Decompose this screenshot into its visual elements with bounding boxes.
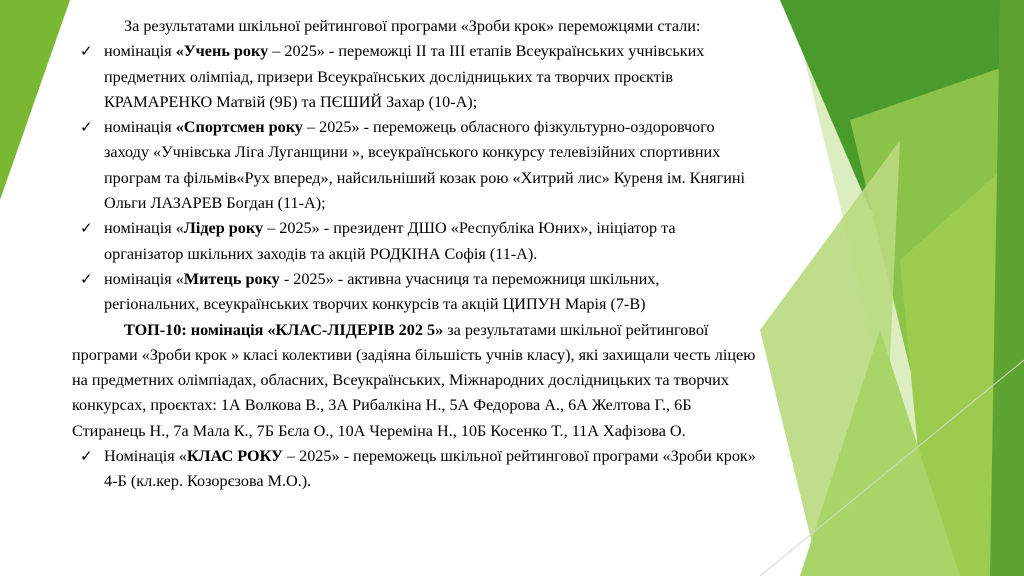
nomination-title: Митець року (183, 269, 280, 288)
intro-paragraph: За результатами шкільної рейтингової програми «Зроби крок» переможцями стали: (124, 17, 701, 35)
nomination-text: – 2025» - президент ДШО «Республіка Юних», ініціатор та організатор шкільних заходів та акцій РОДКІНА Софія (11-А). (104, 219, 676, 263)
nomination-item-sportsman (72, 115, 756, 216)
nomination-text: – 2025» - переможець шкільної рейтингової програми «Зроби крок» 4-Б (кл.кер. Козорєзова М.О.). (104, 447, 756, 491)
nomination-text: - 2025» - активна учасниця та переможниця шкільних, регіональних, всеукраїнських творчих конкурсів та акцій ЦИПУН Марія (7-В) (104, 269, 660, 314)
nomination-prefix: номінація « (104, 219, 184, 238)
nomination-text: – 2025» - переможець обласного фізкультурно-оздоровчого заходу «Учнівська Ліга Луганщини », всеукраїнського конкурсу телевізійних спортивних програм та фільмів«Рух вперед», найсильніший козак рою «Хитрий лис» Куреня ім. Княгині Ольги ЛАЗАРЕВ Богдан (11-А); (104, 118, 746, 213)
nomination-item-artist (72, 267, 756, 318)
check-icon: ✓ (80, 219, 93, 238)
nomination-prefix: Номінація « (104, 447, 187, 466)
check-icon: ✓ (80, 118, 93, 137)
nomination-item-student (72, 39, 756, 115)
nomination-prefix: номінація (104, 118, 176, 137)
nomination-text: – 2025» - переможці ІІ та ІІІ етапів Всеукраїнських учнівських предметних олімпіад, призери Всеукраїнських дослідницьких та творчих проєктів КРАМАРЕНКО Матвій (9Б) та ПЄШИЙ Захар (10-А); (104, 42, 705, 111)
check-icon: ✓ (80, 447, 93, 466)
top10-text: за результатами шкільної рейтингової програми «Зроби крок » класі колективи (задіяна більшість учнів класу), які захищали честь ліцею на предметних олімпіадах, обласних, Всеукраїнських, Міжнародних дослідницьких та творчих конкурсах, проєктах: 1А Волкова В., 3А Рибалкіна Н., 5А Федорова А., 6А Желтова Г., 6Б Стиранець Н., 7а Мала К., 7Б Бєла О., 10А Череміна Н., 10Б Косенко Т., 11А Хафізова О. (72, 320, 756, 440)
top10-paragraph (72, 318, 756, 444)
nomination-title: «Спортсмен року (175, 118, 303, 137)
nomination-title: КЛАС РОКУ (186, 447, 283, 466)
nomination-title: Лідер року (183, 219, 264, 238)
nomination-prefix: номінація (104, 42, 176, 61)
check-icon: ✓ (80, 42, 93, 61)
check-icon: ✓ (80, 269, 93, 288)
nomination-title: «Учень року (175, 42, 269, 61)
nomination-item-leader (72, 216, 756, 267)
nomination-item-class (72, 444, 756, 495)
top10-title: ТОП-10: номінація «КЛАС-ЛІДЕРІВ 202 5» (124, 320, 444, 339)
text-content (72, 14, 756, 495)
nomination-prefix: номінація « (104, 269, 184, 288)
deco-left-strip (0, 0, 70, 200)
